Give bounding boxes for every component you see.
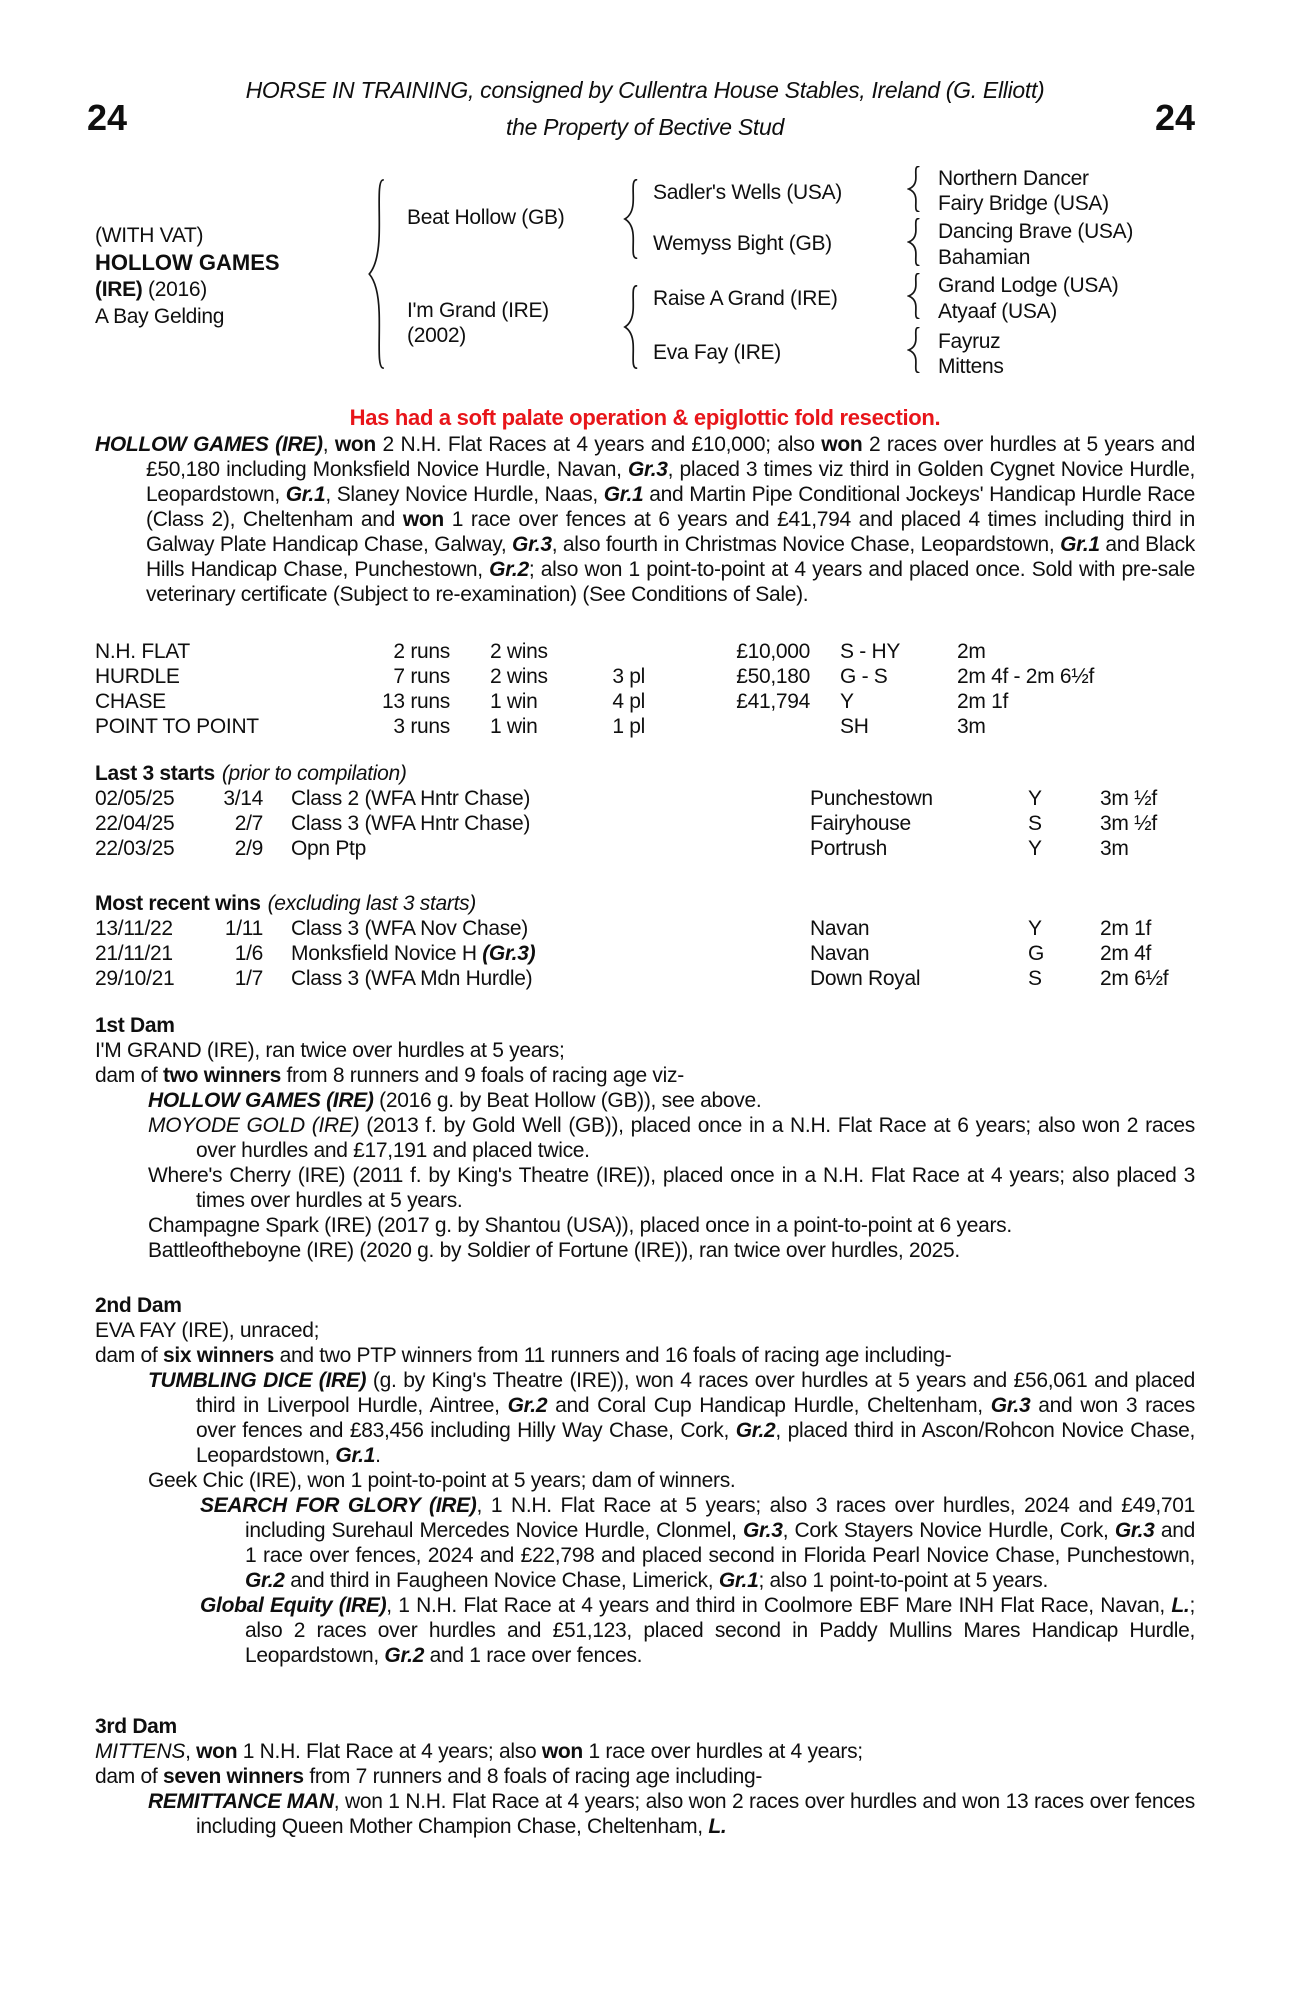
horse-description: A Bay Gelding <box>95 305 225 328</box>
record-earnings: £50,180 <box>736 665 810 688</box>
pedigree-brace <box>907 218 920 266</box>
dam-title: 3rd Dam <box>95 1715 177 1738</box>
win-date: 21/11/21 <box>95 942 173 965</box>
great-grandparent-name: Fairy Bridge (USA) <box>938 192 1109 215</box>
record-category: N.H. FLAT <box>95 640 190 663</box>
start-row <box>95 786 1195 811</box>
win-race: Monksfield Novice H (Gr.3) <box>291 942 536 965</box>
grandparent-name: Raise A Grand (IRE) <box>653 287 838 310</box>
start-course: Portrush <box>810 837 887 860</box>
dam-line: MOYODE GOLD (IRE) (2013 f. by Gold Well (GB)), placed once in a N.H. Flat Race at 6 years; also won 2 races over hurdles and £17,191 and placed twice. <box>148 1114 1195 1162</box>
start-position: 2/7 <box>234 812 263 835</box>
dam-line: HOLLOW GAMES (IRE) (2016 g. by Beat Hollow (GB)), see above. <box>148 1089 762 1112</box>
record-wins: 2 wins <box>490 665 548 688</box>
start-going: S <box>1028 812 1042 835</box>
dam-line: SEARCH FOR GLORY (IRE), 1 N.H. Flat Race at 5 years; also 3 races over hurdles, 2024 and £49,701 including Surehaul Mercedes Novice Hurdle, Clonmel, Gr.3, Cork Stayers Novice Hurdle, Cork, Gr.3 and 1 race over fences, 2024 and £22,798 and placed second in Florida Pearl Novice Chase, Punchestown, Gr.2 and third in Faugheen Novice Chase, Limerick, Gr.1; also 1 point-to-point at 5 years. <box>200 1494 1196 1592</box>
record-distance: 2m 4f - 2m 6½f <box>957 665 1095 688</box>
dam-line: Champagne Spark (IRE) (2017 g. by Shantou (USA)), placed once in a point-to-point at 6 years. <box>148 1214 1012 1237</box>
dam-section-2nd <box>95 1293 1195 1668</box>
lot-header-row <box>87 97 1195 155</box>
start-position: 3/14 <box>223 787 263 810</box>
win-course: Navan <box>810 917 870 940</box>
record-row <box>95 639 1195 664</box>
record-going: SH <box>840 715 869 738</box>
win-distance: 2m 1f <box>1100 917 1152 940</box>
record-row <box>95 714 1195 739</box>
consignor-line: HORSE IN TRAINING, consigned by Cullentra House Stables, Ireland (G. Elliott) <box>245 77 1045 103</box>
pedigree-brace <box>367 178 385 370</box>
record-row <box>95 689 1195 714</box>
dam-line: dam of six winners and two PTP winners from 11 runners and 16 foals of racing age including- <box>95 1344 952 1367</box>
win-distance: 2m 6½f <box>1100 967 1169 990</box>
record-places: 3 pl <box>612 665 645 688</box>
start-course: Fairyhouse <box>810 812 911 835</box>
win-distance: 2m 4f <box>1100 942 1152 965</box>
win-going: G <box>1028 942 1045 965</box>
pedigree-brace <box>623 285 638 369</box>
pedigree-table <box>95 161 1195 403</box>
dam-line: Geek Chic (IRE), won 1 point-to-point at 5 years; dam of winners. <box>148 1469 736 1492</box>
win-course: Down Royal <box>810 967 921 990</box>
win-position: 1/6 <box>234 942 263 965</box>
start-distance: 3m ½f <box>1100 812 1157 835</box>
record-going: S - HY <box>840 640 901 663</box>
dam-title: 1st Dam <box>95 1014 175 1037</box>
lot-number-right: 24 <box>1154 97 1195 138</box>
vat-note: (WITH VAT) <box>95 224 204 247</box>
win-race: Class 3 (WFA Mdn Hurdle) <box>291 967 533 990</box>
start-date: 22/04/25 <box>95 812 175 835</box>
win-row <box>95 916 1195 941</box>
dam-line: I'M GRAND (IRE), ran twice over hurdles at 5 years; <box>95 1039 565 1062</box>
record-going: Y <box>840 690 854 713</box>
horse-suffix: (IRE) (2016) <box>95 278 207 301</box>
win-position: 1/7 <box>234 967 263 990</box>
section-heading <box>95 891 1195 916</box>
dam-section-3rd <box>95 1714 1195 1839</box>
record-row <box>95 664 1195 689</box>
record-runs: 7 runs <box>393 665 450 688</box>
win-going: Y <box>1028 917 1042 940</box>
pedigree-brace <box>907 273 920 319</box>
section-title: Last 3 starts <box>95 762 215 785</box>
win-position: 1/11 <box>224 917 263 940</box>
start-date: 22/03/25 <box>95 837 175 860</box>
great-grandparent-name: Dancing Brave (USA) <box>938 220 1134 243</box>
record-places: 1 pl <box>612 715 645 738</box>
record-going: G - S <box>840 665 888 688</box>
record-category: HURDLE <box>95 665 180 688</box>
start-row <box>95 811 1195 836</box>
great-grandparent-name: Northern Dancer <box>938 167 1089 190</box>
pedigree-brace <box>907 327 920 373</box>
win-date: 29/10/21 <box>95 967 175 990</box>
start-going: Y <box>1028 787 1042 810</box>
pedigree-brace <box>907 166 920 212</box>
sire-name: Beat Hollow (GB) <box>407 206 565 229</box>
record-distance: 2m 1f <box>957 690 1009 713</box>
great-grandparent-name: Atyaaf (USA) <box>938 300 1057 323</box>
race-summary: HOLLOW GAMES (IRE), won 2 N.H. Flat Races at 4 years and £10,000; also won 2 races over hurdles at 5 years and £50,180 including Monksfield Novice Hurdle, Navan, Gr.3, placed 3 times viz third in Golden Cygnet Novice Hurdle, Leopardstown, Gr.1, Slaney Novice Hurdle, Naas, Gr.1 and Martin Pipe Conditional Jockeys' Handicap Hurdle Race (Class 2), Cheltenham and won 1 race over fences at 6 years and £41,794 and placed 4 times including third in Galway Plate Handicap Chase, Galway, Gr.3, also fourth in Christmas Novice Chase, Leopardstown, Gr.1 and Black Hills Handicap Chase, Punchestown, Gr.2; also won 1 point-to-point at 4 years and placed once. Sold with pre-sale veterinary certificate (Subject to re-examination) (See Conditions of Sale). <box>95 433 1196 606</box>
dam-line: Global Equity (IRE), 1 N.H. Flat Race at 4 years and third in Coolmore EBF Mare INH Flat Race, Navan, L.; also 2 races over hurdles and £51,123, placed second in Paddy Mullins Mares Handicap Hurdle, Leopardstown, Gr.2 and 1 race over fences. <box>200 1594 1195 1667</box>
win-race: Class 3 (WFA Nov Chase) <box>291 917 528 940</box>
dam-line: dam of seven winners from 7 runners and 8 foals of racing age including- <box>95 1765 763 1788</box>
record-earnings: £41,794 <box>736 690 810 713</box>
start-going: Y <box>1028 837 1042 860</box>
recent-wins-section <box>95 891 1195 991</box>
start-race: Class 2 (WFA Hntr Chase) <box>291 787 531 810</box>
dam-line: TUMBLING DICE (IRE) (g. by King's Theatre (IRE)), won 4 races over hurdles at 5 years and £56,061 and placed third in Liverpool Hurdle, Aintree, Gr.2 and Coral Cup Handicap Hurdle, Cheltenham, Gr.3 and won 3 races over fences and £83,456 including Hilly Way Chase, Cork, Gr.2, placed third in Ascon/Rohcon Novice Chase, Leopardstown, Gr.1. <box>148 1369 1195 1467</box>
great-grandparent-name: Grand Lodge (USA) <box>938 274 1119 297</box>
great-grandparent-name: Mittens <box>938 355 1004 378</box>
section-heading <box>95 761 1195 786</box>
grandparent-name: Sadler's Wells (USA) <box>653 181 842 204</box>
section-title: Most recent wins <box>95 892 261 915</box>
win-date: 13/11/22 <box>95 917 173 940</box>
record-runs: 13 runs <box>382 690 450 713</box>
dam-line: dam of two winners from 8 runners and 9 foals of racing age viz- <box>95 1064 684 1087</box>
record-wins: 2 wins <box>490 640 548 663</box>
record-earnings: £10,000 <box>736 640 810 663</box>
record-distance: 2m <box>957 640 986 663</box>
grandparent-name: Eva Fay (IRE) <box>653 341 781 364</box>
dam-line: Battleoftheboyne (IRE) (2020 g. by Soldier of Fortune (IRE)), ran twice over hurdles, 2025. <box>148 1239 960 1262</box>
record-runs: 2 runs <box>393 640 450 663</box>
dam-line: REMITTANCE MAN, won 1 N.H. Flat Race at 4 years; also won 2 races over hurdles and won 13 races over fences including Queen Mother Champion Chase, Cheltenham, L. <box>148 1790 1196 1838</box>
dam-line: MITTENS, won 1 N.H. Flat Race at 4 years; also won 1 race over hurdles at 4 years; <box>95 1740 863 1763</box>
record-wins: 1 win <box>490 715 538 738</box>
dam-section-1st <box>95 1013 1195 1263</box>
start-row <box>95 836 1195 861</box>
dam-foaling-year: (2002) <box>407 324 466 347</box>
dam-line: EVA FAY (IRE), unraced; <box>95 1319 320 1342</box>
last-starts-section <box>95 761 1195 861</box>
start-race: Opn Ptp <box>291 837 366 860</box>
record-runs: 3 runs <box>393 715 450 738</box>
start-distance: 3m <box>1100 837 1129 860</box>
lot-number-left: 24 <box>87 97 128 138</box>
dam-name: I'm Grand (IRE) <box>407 299 549 322</box>
win-going: S <box>1028 967 1042 990</box>
record-category: POINT TO POINT <box>95 715 259 738</box>
start-date: 02/05/25 <box>95 787 175 810</box>
great-grandparent-name: Fayruz <box>938 330 1001 353</box>
race-record-table <box>95 639 1195 739</box>
record-wins: 1 win <box>490 690 538 713</box>
medical-notice: Has had a soft palate operation & epiglottic fold resection. <box>349 405 941 430</box>
start-course: Punchestown <box>810 787 933 810</box>
section-note: (excluding last 3 starts) <box>267 892 476 915</box>
dam-title: 2nd Dam <box>95 1294 182 1317</box>
start-race: Class 3 (WFA Hntr Chase) <box>291 812 531 835</box>
start-distance: 3m ½f <box>1100 787 1157 810</box>
property-line: the Property of Bective Stud <box>506 114 784 140</box>
section-note: (prior to compilation) <box>221 762 407 785</box>
win-row <box>95 941 1195 966</box>
great-grandparent-name: Bahamian <box>938 246 1031 269</box>
win-course: Navan <box>810 942 870 965</box>
win-row <box>95 966 1195 991</box>
horse-name: HOLLOW GAMES <box>95 250 280 275</box>
dam-line: Where's Cherry (IRE) (2011 f. by King's Theatre (IRE)), placed once in a N.H. Flat Race at 4 years; also placed 3 times over hurdles at 5 years. <box>148 1164 1195 1212</box>
record-category: CHASE <box>95 690 166 713</box>
grandparent-name: Wemyss Bight (GB) <box>653 232 832 255</box>
pedigree-brace <box>623 179 638 259</box>
record-places: 4 pl <box>612 690 645 713</box>
start-position: 2/9 <box>234 837 263 860</box>
record-distance: 3m <box>957 715 986 738</box>
